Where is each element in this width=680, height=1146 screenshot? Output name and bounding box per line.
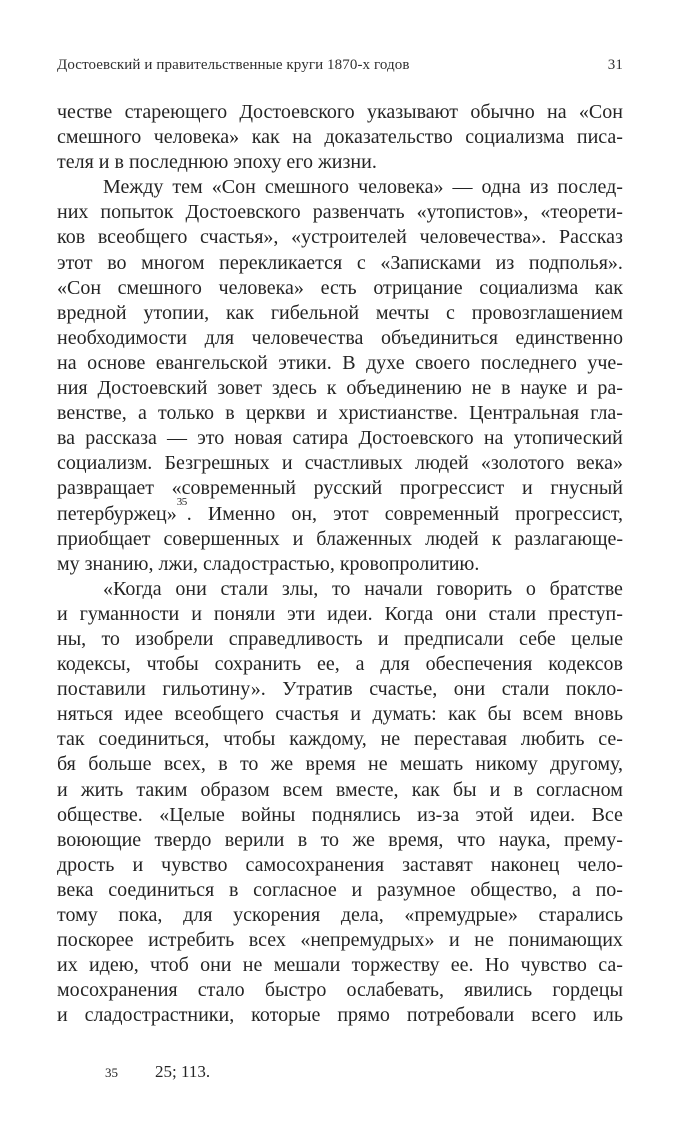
text-line: петербуржец»$^{35}$. Именно он, этот современный прогрессист, <box>57 495 623 525</box>
text-line: ния Достоевский зовет здесь к объединению не в науке и ра- <box>57 377 623 400</box>
text-line: теля и в последнюю эпоху его жизни. <box>57 151 377 174</box>
text-line: на основе евангельской этики. В духе своего последнего уче- <box>57 351 623 374</box>
text-line: обществе. «Целые войны поднялись из-за этой идеи. Все <box>57 803 623 826</box>
text-line: так соединиться, чтобы каждому, не переставая любить се- <box>57 728 623 751</box>
text-line: дрость и чувство самосохранения заставят наконец чело- <box>57 853 623 876</box>
text-line: поскорее истребить всех «непремудрых» и не понимающих <box>57 929 623 952</box>
text-line: них попыток Достоевского развенчать «утопистов», «теорети- <box>57 201 623 224</box>
text-line: воюющие твердо верили в то же время, что наука, прему- <box>57 828 623 851</box>
text-line: венстве, а только в церкви и христианстве. Центральная гла- <box>57 402 623 425</box>
text-line: «Сон смешного человека» есть отрицание социализма как <box>57 276 623 299</box>
body-text <box>57 100 623 1028</box>
paragraph <box>57 175 623 577</box>
text-line: этот во многом перекликается с «Записками из подполья». <box>57 251 623 274</box>
text-line: необходимости для человечества объединиться единственно <box>57 326 623 349</box>
text-line: века соединиться в согласное и разумное общество, а по- <box>57 878 623 901</box>
text-line: тому пока, для ускорения дела, «премудрые» старались <box>57 904 623 926</box>
text-line: социализм. Безгрешных и счастливых людей «золотого века» <box>57 452 623 475</box>
footnote-ref: 35 <box>176 495 187 508</box>
text-line: вредной утопии, как гибельной мечты с провозглашением <box>57 301 623 324</box>
text-line: честве стареющего Достоевского указывают обычно на «Сон <box>57 101 623 123</box>
text-line: и жить таким образом всем вместе, как бы и в согласном <box>57 778 623 801</box>
paragraph <box>57 577 623 1029</box>
text-line: развращает «современный русский прогрессист и гнусный <box>57 477 623 500</box>
text-line: кодексы, чтобы сохранить ее, а для обеспечения кодексов <box>57 653 623 676</box>
running-head <box>57 56 623 75</box>
footnote-text: 25; 113. <box>155 1062 211 1081</box>
text-line: ны, то изобрели справедливость и предписали себе целые <box>57 627 623 650</box>
text-line: ков всеобщего счастья», «устроителей человечества». Рассказ <box>57 226 623 249</box>
text-line: «Когда они стали злы, то начали говорить о братстве <box>103 577 623 600</box>
text-line: и сладострастники, которые прямо потребовали всего иль <box>57 1004 623 1027</box>
text-line: бя больше всех, в то же время не мешать никому другому, <box>57 753 623 776</box>
text-line: поставили гильотину». Утратив счастье, они стали покло- <box>57 678 623 701</box>
text-line: му знанию, лжи, сладострастью, кровопролитию. <box>57 552 480 575</box>
footnote <box>57 1062 623 1082</box>
paragraph <box>57 100 623 175</box>
text-line: няться идее всеобщего счастья и думать: как бы всем вновь <box>57 703 623 726</box>
text-line: ва рассказа — это новая сатира Достоевского на утопический <box>57 427 623 450</box>
text-line: и гуманности и поняли эти идеи. Когда они стали преступ- <box>57 602 623 625</box>
page-number: 31 <box>607 57 623 73</box>
text-line: Между тем «Сон смешного человека» — одна из послед- <box>103 176 623 199</box>
text-line: смешного человека» как на доказательство социализма писа- <box>57 126 623 149</box>
text-line: приобщает совершенных и блаженных людей к разлагающе- <box>57 527 623 550</box>
running-head-title: Достоевский и правительственные круги 1870-х годов <box>57 57 410 73</box>
text-line: мосохранения стало быстро ослабевать, явились гордецы <box>57 979 623 1002</box>
text-line: их идею, чтоб они не мешали торжеству ее. Но чувство са- <box>57 954 623 977</box>
footnote-marker: 35 <box>105 1065 118 1080</box>
